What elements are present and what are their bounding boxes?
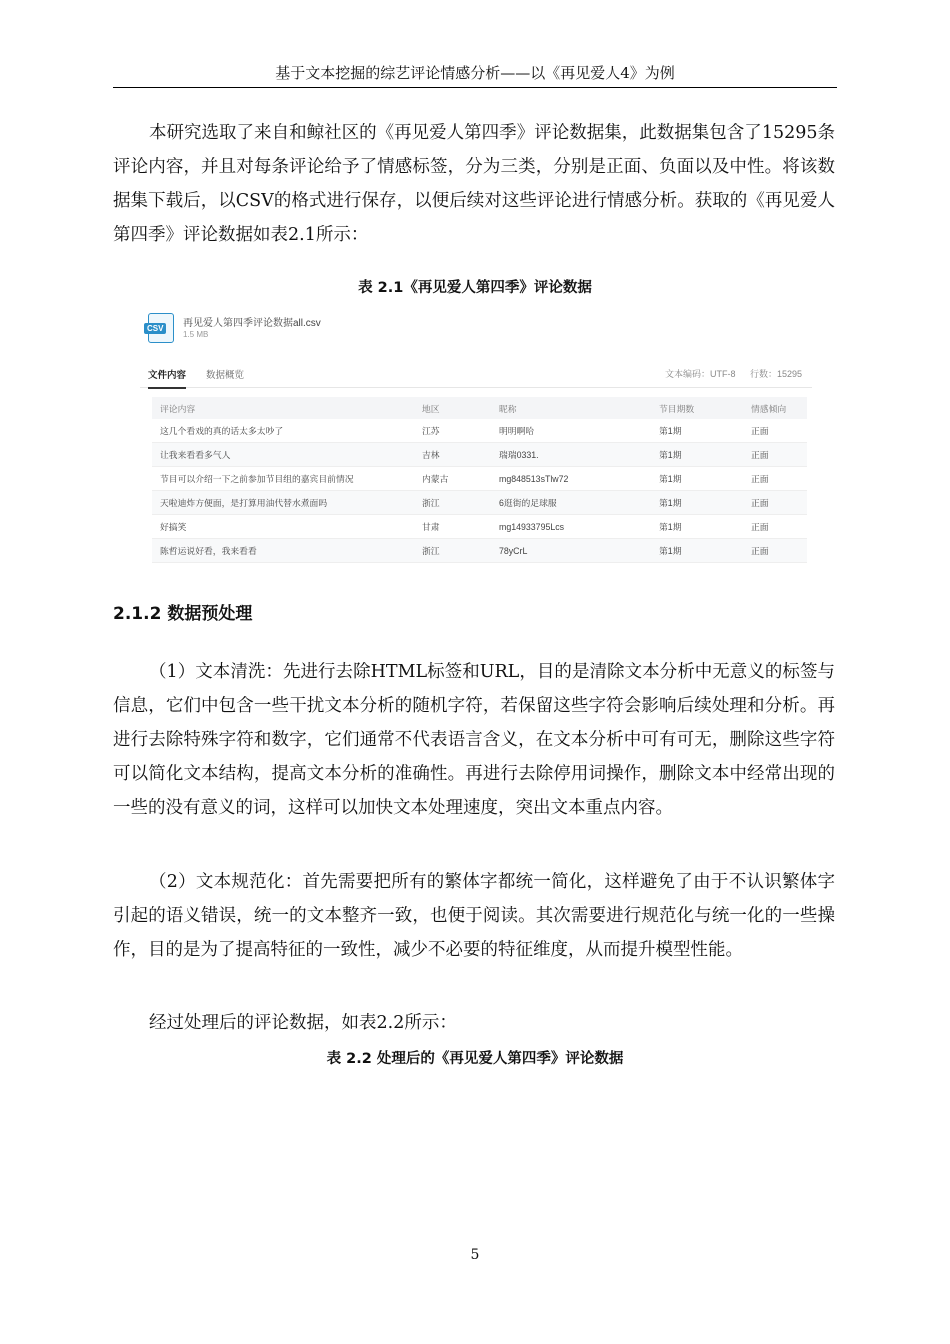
cell-comment: 好搞笑 (152, 515, 414, 539)
table-row (152, 467, 807, 491)
cell-comment: 陈哲运说好看，我来看看 (152, 539, 414, 563)
cell-comment: 节目可以介绍一下之前参加节目组的嘉宾目前情况 (152, 467, 414, 491)
cell-episode: 第1期 (651, 443, 743, 467)
page-header: 基于文本挖掘的综艺评论情感分析——以《再见爱人4》为例 (113, 62, 837, 88)
cell-sentiment: 正面 (743, 539, 807, 563)
row-count-label: 行数：15295 (749, 369, 802, 379)
cell-region: 江苏 (414, 419, 491, 443)
cell-episode: 第1期 (651, 539, 743, 563)
table-2-2-caption: 表 2.2 处理后的《再见爱人第四季》评论数据 (326, 1051, 624, 1067)
cell-region: 内蒙古 (414, 467, 491, 491)
col-header-region: 地区 (414, 397, 491, 419)
csv-icon-label: CSV (144, 323, 166, 334)
cell-comment: 这几个看戏的真的话太多太吵了 (152, 419, 414, 443)
cell-sentiment: 正面 (743, 515, 807, 539)
col-header-nickname: 昵称 (491, 397, 651, 419)
cell-region: 吉林 (414, 443, 491, 467)
cell-nickname: 瑞瑞0331. (491, 443, 651, 467)
section-heading: 2.1.2 数据预处理 (113, 604, 253, 624)
comments-table (152, 397, 807, 563)
file-name: 再见爱人第四季评论数据all.csv (183, 318, 321, 329)
csv-file-icon (148, 313, 174, 343)
cell-nickname: mg14933795Lcs (491, 515, 651, 539)
col-header-episode: 节目期数 (651, 397, 743, 419)
tab-data-overview[interactable]: 数据概览 (206, 370, 245, 381)
cell-sentiment: 正面 (743, 443, 807, 467)
paragraph-processed-intro: 经过处理后的评论数据，如表2.2所示： (149, 1013, 457, 1033)
table-2-1-caption: 表 2.1《再见爱人第四季》评论数据 (358, 280, 592, 296)
table-row (152, 539, 807, 563)
cell-episode: 第1期 (651, 515, 743, 539)
file-tabs (140, 363, 812, 388)
file-size: 1.5 MB (183, 330, 209, 339)
cell-nickname: 6逛街的足球服 (491, 491, 651, 515)
cell-nickname: mg848513sTlw72 (491, 467, 651, 491)
cell-nickname: 78yCrL (491, 539, 651, 563)
cell-episode: 第1期 (651, 491, 743, 515)
dataset-screenshot (140, 305, 812, 563)
table-row (152, 443, 807, 467)
cell-sentiment: 正面 (743, 467, 807, 491)
tab-file-content[interactable]: 文件内容 (148, 367, 186, 389)
col-header-sentiment: 情感倾向 (743, 397, 807, 419)
cell-comment: 天啦迪炸方便面，是打算用油代替水煮面吗 (152, 491, 414, 515)
encoding-label: 文本编码：UTF-8 (664, 369, 736, 379)
cell-episode: 第1期 (651, 419, 743, 443)
cell-region: 浙江 (414, 539, 491, 563)
page-number: 5 (470, 1247, 480, 1263)
cell-nickname: 明明啊哈 (491, 419, 651, 443)
paragraph-text-cleaning: （1）文本清洗：先进行去除HTML标签和URL，目的是清除文本分析中无意义的标签与信息，它们中包含一些干扰文本分析的随机字符，若保留这些字符会影响后续处理和分析。再进行去除特殊字符和数字，它们通常不代表语言含义，在文本分析中可有可无，删除这些字符可以简化文本结构，提高文本分析的准确性。再进行去除停用词操作，删除文本中经常出现的一些的没有意义的词，这样可以加快文本处理速度，突出文本重点内容。 (113, 662, 835, 818)
cell-sentiment: 正面 (743, 419, 807, 443)
cell-comment: 让我来看看多气人 (152, 443, 414, 467)
paragraph-intro: 本研究选取了来自和鲸社区的《再见爱人第四季》评论数据集，此数据集包含了15295条评论内容，并且对每条评论给予了情感标签，分为三类，分别是正面、负面以及中性。将该数据集下载后，以CSV的格式进行保存，以便后续对这些评论进行情感分析。获取的《再见爱人第四季》评论数据如表2.1所示： (113, 123, 835, 245)
table-row (152, 515, 807, 539)
cell-region: 浙江 (414, 491, 491, 515)
cell-episode: 第1期 (651, 467, 743, 491)
table-row (152, 419, 807, 443)
paragraph-text-normalization: （2）文本规范化：首先需要把所有的繁体字都统一简化，这样避免了由于不认识繁体字引起的语义错误，统一的文本整齐一致，也便于阅读。其次需要进行规范化与统一化的一些操作，目的是为了提高特征的一致性，减少不必要的特征维度，从而提升模型性能。 (113, 872, 835, 960)
file-meta (653, 367, 802, 380)
cell-sentiment: 正面 (743, 491, 807, 515)
table-header-row (152, 397, 807, 419)
col-header-comment: 评论内容 (152, 397, 414, 419)
cell-region: 甘肃 (414, 515, 491, 539)
table-row (152, 491, 807, 515)
